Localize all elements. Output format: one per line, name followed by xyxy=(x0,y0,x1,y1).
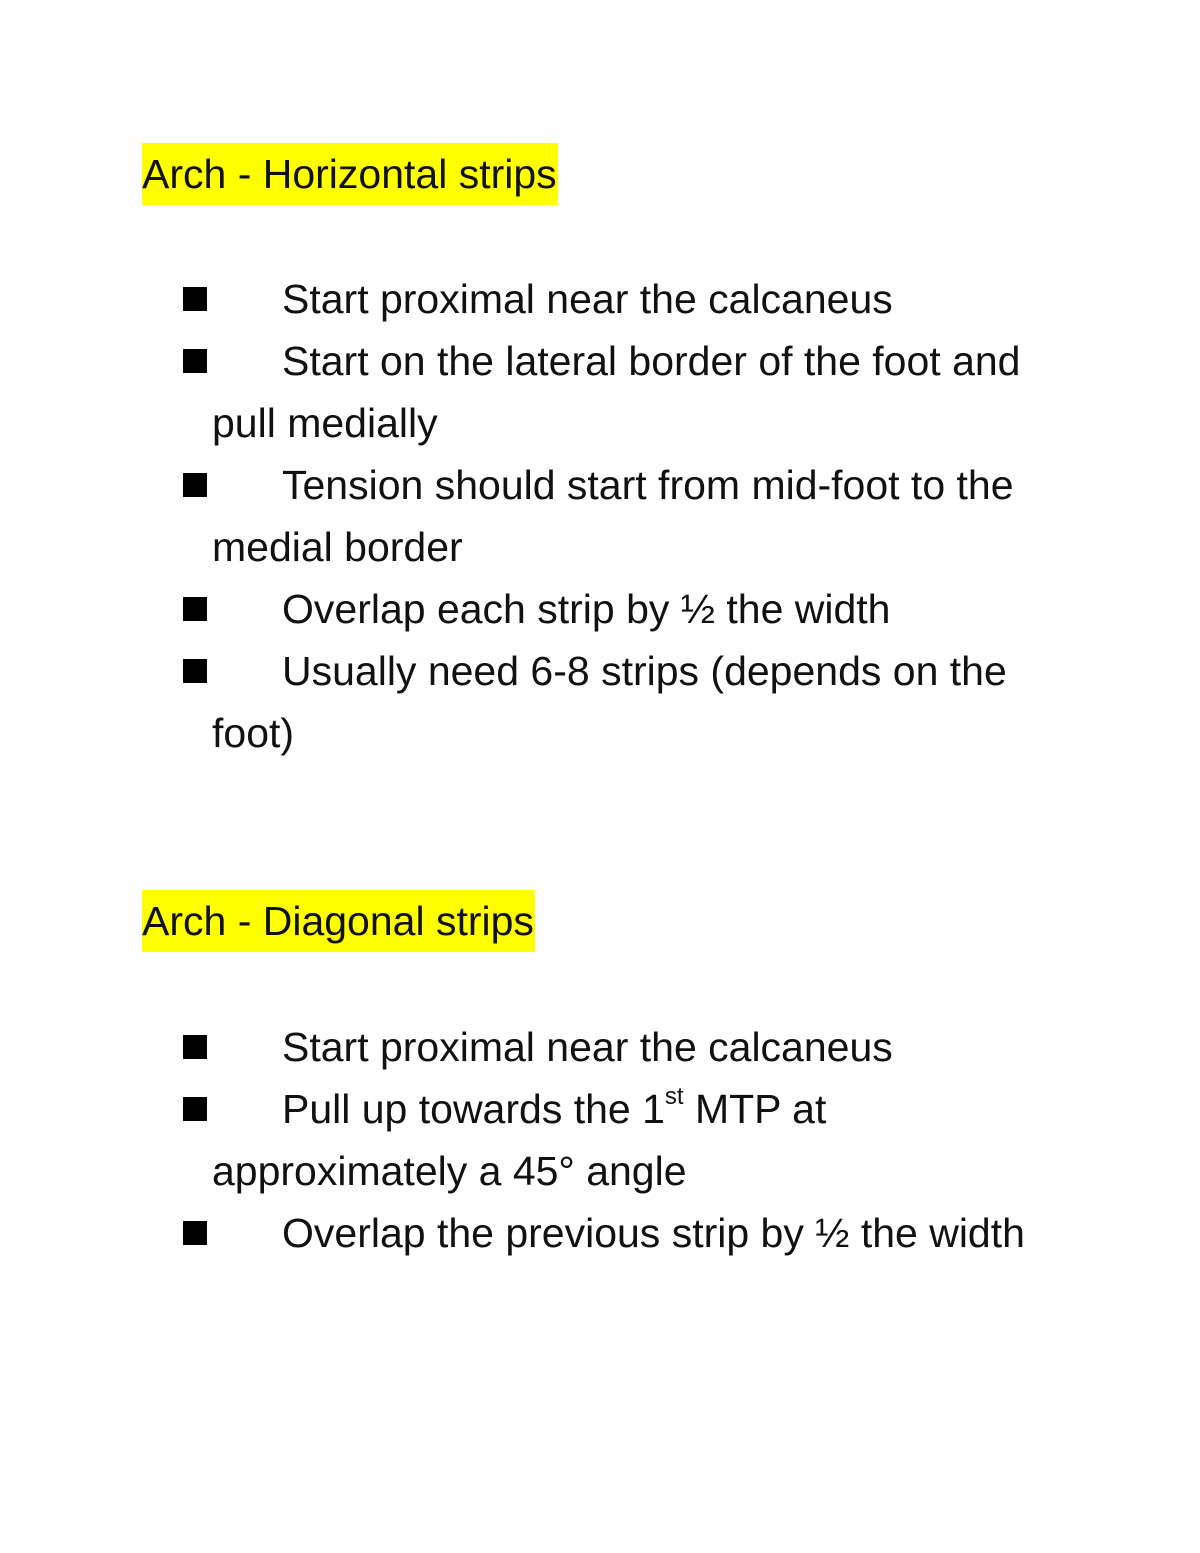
list-item-text: Start proximal near the calcaneus xyxy=(282,1024,893,1070)
square-bullet-icon xyxy=(183,1035,207,1059)
superscript-ordinal: st xyxy=(664,1083,684,1111)
list-item-text-before: Pull up towards the 1 xyxy=(282,1086,665,1132)
square-bullet-icon xyxy=(183,349,207,373)
list-item-text: Usually need 6-8 strips (depends on the foot) xyxy=(212,648,1007,756)
list-item-text: Overlap the previous strip by ½ the width xyxy=(282,1210,1025,1256)
list-item-text: Start proximal near the calcaneus xyxy=(282,276,893,322)
square-bullet-icon xyxy=(183,473,207,497)
section-heading-horizontal-strips xyxy=(142,143,558,205)
list-item-text-after: MTP at approximately a 45° angle xyxy=(212,1086,827,1194)
square-bullet-icon xyxy=(183,1097,207,1121)
bullet-list-diagonal-strips xyxy=(0,1016,1200,1264)
list-item xyxy=(0,1078,1200,1202)
list-item-text: Start on the lateral border of the foot and pull medially xyxy=(212,338,1021,446)
list-item xyxy=(0,268,1200,330)
square-bullet-icon xyxy=(183,287,207,311)
list-item xyxy=(0,640,1200,764)
square-bullet-icon xyxy=(183,597,207,621)
list-item xyxy=(0,578,1200,640)
list-item xyxy=(0,330,1200,454)
list-item-text: Tension should start from mid-foot to the medial border xyxy=(212,462,1014,570)
highlighted-heading-text: Arch - Horizontal strips xyxy=(142,143,558,205)
list-item xyxy=(0,1016,1200,1078)
highlighted-heading-text: Arch - Diagonal strips xyxy=(142,890,535,952)
square-bullet-icon xyxy=(183,1221,207,1245)
list-item xyxy=(0,1202,1200,1264)
square-bullet-icon xyxy=(183,659,207,683)
list-item xyxy=(0,454,1200,578)
bullet-list-horizontal-strips xyxy=(0,268,1200,764)
list-item-text: Overlap each strip by ½ the width xyxy=(282,586,891,632)
section-heading-diagonal-strips xyxy=(142,890,535,952)
